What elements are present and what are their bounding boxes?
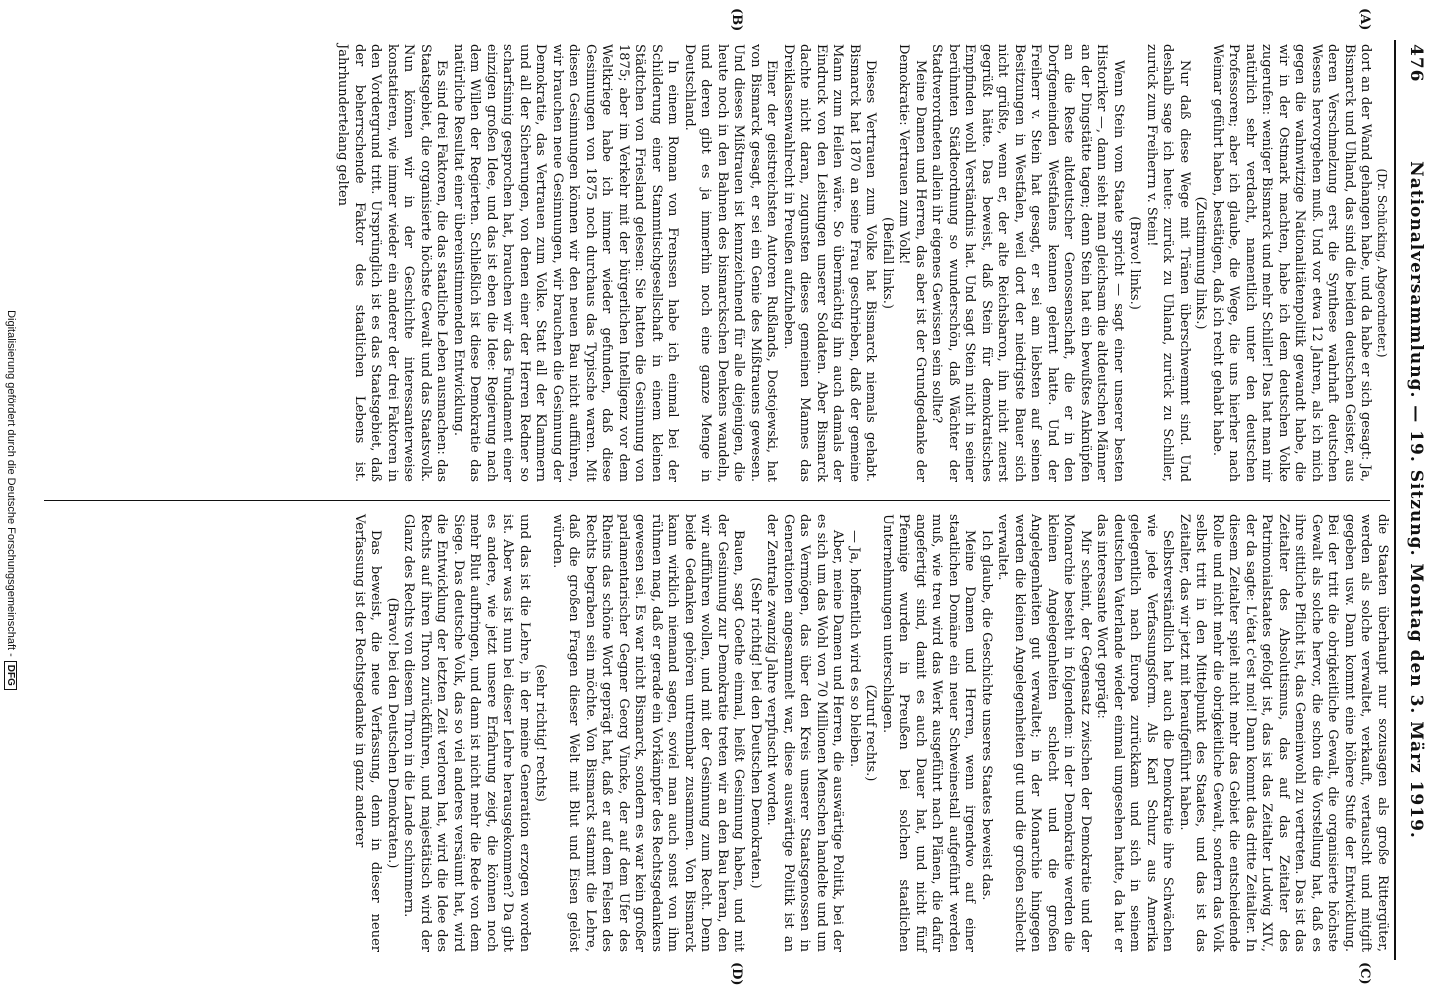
page-number: 476 <box>1406 44 1426 83</box>
interjection: (Zustimmung links.) <box>1193 196 1209 330</box>
interjection: (Zuruf rechts.) <box>863 684 879 782</box>
column-divider <box>44 500 1390 501</box>
paragraph: Wenn Stein vom Staate spricht — sagt einer unserer besten Historiker —, dann sieht man gleichsam die altdeutschen Männer an der Dingstätte tagen; denn Stein hat ein bewußtes Anknüpfen an die Reste altdeutscher Genossenschaft, die er in den Dorfgemeinden Westfalens kennen gelernt hatte. Und der Freiherr v. Stein hat gesagt, er sei am liebsten auf seinen Besitzungen in Westfalen, weil dort der niedrigste Bauer sich nicht grüßte, wenn er, der alte Reichsbaron, ihn nicht zuerst gegrüßt hätte. Das beweist, daß Stein für demokratisches Empfinden wohl Verständnis hat. Und sagt Stein nicht in seiner berühmten Städteordnung so wunderschön, daß Wächter der Stadtverordneten allein ihr eigenes Gewissen sein sollte? <box>929 44 1126 482</box>
paragraph: — Ja, hoffentlich wird es so bleiben. <box>847 530 862 768</box>
paragraph: Nur daß diese Wege mit Tränen überschwemmt sind. Und deshalb sage ich heute: zurück zu Uhland, zurück zu Schiller, zurück zum Freiherrn v. Stein! <box>1144 44 1192 482</box>
interjection: (Bravo! links.) <box>1127 216 1143 310</box>
margin-label-a: (A) <box>1357 8 1372 31</box>
paragraph: Meine Damen und Herren, wenn irgendwo auf einer staatlichen Domäne ein neuer Schweinestall aufgeführt werden muß, wie treu wird das Werk ausgeführt nach Plänen, die dafür angefertigt sind, damit es auch Dauer hat, und nicht fünf Pfennige wurden in Preußen bei solchen staatlichen Unternehmungen unterschlagen. <box>880 514 978 952</box>
margin-label-c: (C) <box>1357 962 1372 985</box>
funding-footer <box>4 0 17 1000</box>
dfg-logo: DFG <box>4 661 17 690</box>
paragraph: die Staaten überhaupt nur sozusagen als große Rittergüter, werden als solche verwaltet, verkauft, vertauscht und mitgift gegeben usw. Dann kommt eine höhere Stufe der Entwicklung. Bei der tritt die obrigkeitliche Gewalt, die organisierte höchste Gewalt als solche hervor, die schon die Vorstellung hat, daß es ihre sittliche Pflicht ist, das Gemeinwohl zu vertreten. Das ist das Zeitalter des Absolutismus, das auf das Zeitalter des Patrimonialstaates gefolgt ist, das ist das Zeitalter Ludwig XIV., der da sagte: L'état c'est moi! Dann kommt das dritte Zeitalter. In diesem Zeitalter spielt nicht mehr das Gebiet die entscheidende Rolle und nicht mehr die obrigkeitliche Gewalt, sondern das Volk selbst tritt in den Mittelpunkt des Staates, und das ist das Zeitalter, das wir jetzt mit heraufgeführt haben. <box>1177 514 1390 952</box>
paragraph: und das ist die Lehre, in der meine Generation erzogen worden ist. Aber was ist nun bei dieser Lehre herausgekommen? Da gibt es andere, wie jetzt unsere Erfahrung zeigt, die können noch mehr Blut aufbringen, und dann ist nicht mehr die Rede von dem Siege. Das deutsche Volk, das so viel anderes versäumt hat, wird die Entwicklung der letzten Zeit verloren hat, wird die Idee des Rechts auf ihren Thron zurückführen, und majestätisch wird der Glanz des Rechts von diesem Thron in die Lande schimmern. <box>401 514 532 952</box>
left-column <box>334 44 1390 482</box>
margin-label-d: (D) <box>729 962 744 986</box>
interjection: (Bravo! bei den Deutschen Demokraten.) <box>385 597 400 869</box>
interjection: (Sehr richtig! bei den Deutschen Demokraten.) <box>748 577 763 889</box>
quotation: Mir scheint, der Gegensatz zwischen der Demokratie und der Monarchie besteht in folgendem: in der Demokratie werden die kleinen Angelegenheiten schlecht und die großen Angelegenheiten gut verwaltet; in der Monarchie hingegen werden die kleinen Angelegenheiten gut und die großen schlecht verwaltet. <box>995 514 1093 952</box>
paragraph: In einem Roman von Frenssen habe ich einmal bei der Schilderung einer Stammtischgesellschaft in einem kleinen Städtchen von Friesland gelesen: Sie hatten die Gesinnung von 1875; aber im Verkehr mit der bürgerlichen Intelligenz vor dem Weltkriege habe ich immer wieder gefunden, daß diese Gesinnungen von 1875 noch durchaus das Typische waren. Mit diesen Gesinnungen können wir den neuen Bau nicht aufführen, wir brauchen neue Gesinnungen, wir brauchen die Gesinnung der Demokratie, das Vertrauen zum Volke. Statt all der Klammern und all der Sicherungen, von denen einer der Herren Redner so scharfsinnig gesprochen hat, brauchen wir das Fundament einer einzigen großen Idee, und das ist eben die Idee: Regierung nach dem Willen der Regierten. Schließlich ist diese Demokratie das natürliche Resultat einer übereinstimmenden Entwicklung. <box>451 44 681 482</box>
speaker-name: (Dr. Schücking, Abgeordneter.) <box>1375 168 1389 358</box>
interjection: (Beifall links.) <box>880 217 895 309</box>
paragraph: Selbstverständlich hat auch die Demokratie ihre Schwächen wie jede Verfassungsform. Als Karl Schurz aus Amerika gelegentlich nach Europa zurückkam und sich in seinem deutschen Vaterlande wieder einmal umgesehen hatte, da hat er das interessante Wort geprägt: <box>1094 514 1176 952</box>
paragraph: Ich glaube, die Geschichte unseres Staates beweist das. <box>979 530 994 901</box>
paragraph: dort an der Wand gehangen habe, und da habe er sich gesagt: Ja, Bismarck und Uhland, das sind die beiden deutschen Geister, aus deren Verschmelzung erst die Synthese wahrhaft deutschen Wesens hervorgehen muß. Und vor etwa 12 Jahren, als ich mich gegen die wahnwitzige Nationalitätenpolitik gewandt habe, die wir in der Ostmark machten, habe ich dem deutschen Volke zugerufen: weniger Bismarck und mehr Schiller! Das hat man mir natürlich sehr verdacht, namentlich unter den deutschen Professoren; aber ich glaube, die Wege, die uns hierher nach Weimar geführt haben, bestätigen, daß ich recht gehabt habe. <box>1210 44 1374 482</box>
page-header <box>1396 44 1426 956</box>
interjection: (sehr richtig! rechts) <box>533 664 549 802</box>
right-column <box>351 514 1391 952</box>
margin-label-b: (B) <box>729 8 744 32</box>
paragraph: Es sind drei Faktoren, die das staatliche Leben ausmachen: das Staatsgebiet, die organisierte höchste Gewalt und das Staatsvolk. Nun können wir in der Geschichte interessanterweise konstatieren, wie immer wieder ein anderer der drei Faktoren in den Vordergrund tritt. Ursprünglich ist es das Staatsgebiet, daß der beherrschende Faktor des staatlichen Lebens ist. Jahrhundertelang gelten <box>335 44 450 482</box>
paragraph: Dieses Vertrauen zum Volke hat Bismarck niemals gehabt. Bismarck hat 1870 an seine Frau geschrieben, daß der gemeine Mann zum Heilen wäre. So übermächtig ihn auch damals der Eindruck von den Leistungen unserer Soldaten. Aber Bismarck dachte nicht daran, zugunsten dieses gemeinen Mannes das Dreiklassenwahlrecht in Preußen aufzuheben. <box>781 44 879 482</box>
footer-text: Digitalisierung gefördert durch die Deutsche Forschungsgemeinschaft - <box>5 310 17 657</box>
paragraph: Aber, meine Damen und Herren, die auswärtige Politik, bei der es sich um das Wohl von 70 Millionen Menschen handelte und um das Vermögen, das über den Kreis unserer Staatsgenossen in Generationen angesammelt war, diese auswärtige Politik ist an der Zentrale zwanzig Jahre verpfuscht worden. <box>764 514 846 952</box>
paragraph: Meine Damen und Herren, das aber ist der Grundgedanke der Demokratie: Vertrauen zum Volk! <box>896 44 928 482</box>
header-rule <box>1394 40 1396 960</box>
page-title: Nationalversammlung. — 19. Sitzung. Montag den 3. März 1919. <box>1406 161 1426 839</box>
paragraph: Das beweist, die neue Verfassung, denn in dieser neuer Verfassung ist der Rechtsgedanke in ganz anderer <box>352 514 384 952</box>
paragraph: Einer der geistreichsten Autoren Rußlands, Dostojewski, hat von Bismarck gesagt, er sei ein Genie des Mißtrauens gewesen. Und dieses Mißtrauen ist kennzeichnend für alle diejenigen, die heute noch in den Bahnen des bismarckschen Denkens wandeln, und deren gibt es ja immerhin noch eine ganze Menge in Deutschland. <box>682 44 780 482</box>
paragraph: Bauen, sagt Goethe einmal, heißt Gesinnung haben, und mit der Gesinnung zur Demokratie treten wir an den Bau heran, den wir aufführen wollen, und mit der Gesinnung zum Recht. Denn beide Gedanken gehören untrennbar zusammen. Von Bismarck kann wirklich niemand sagen, soviel man auch sonst von ihm rühmen mag, daß er gerade ein Vorkämpfer des Rechtsgedankens gewesen sei. Es war nicht Bismarck, sondern es war kein großer parlamentarischer Gegner Georg Vincke, der auf dem Ufer des Rheins das schöne Wort geprägt hat, daß er auf dem Felsen des Rechts begraben sein möchte. Von Bismarck stammt die Lehre, daß die großen Fragen dieser Welt mit Blut und Eisen gelöst würden. <box>550 514 747 952</box>
